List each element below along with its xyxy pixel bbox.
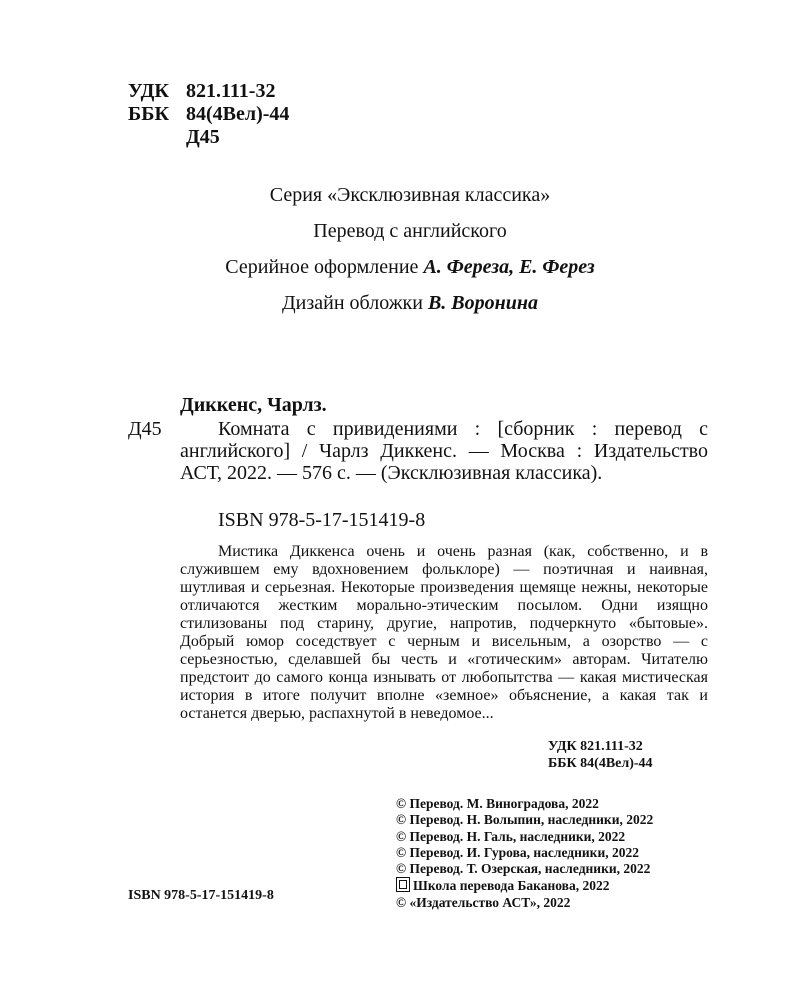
copyright-line-school — [396, 877, 653, 894]
copyright-line: © «Издательство АСТ», 2022 — [396, 894, 571, 910]
udk-label: УДК — [128, 80, 169, 102]
school-copyright-text: Школа перевода Баканова, 2022 — [413, 878, 610, 894]
copyright-line: © Перевод. Н. Волыпин, наследники, 2022 — [396, 812, 654, 828]
udk-value: 821.111-32 — [186, 80, 276, 102]
copyright-line: © Перевод. Т. Озерская, наследники, 2022 — [396, 861, 651, 877]
isbn-bottom: ISBN 978-5-17-151419-8 — [128, 888, 274, 903]
copyright-line: © Перевод. И. Гурова, наследники, 2022 — [396, 844, 639, 860]
record-author: Диккенс, Чарлз. — [180, 394, 327, 416]
classification-block — [128, 80, 289, 149]
cover-design-line — [100, 291, 720, 327]
copyright-list — [396, 796, 653, 911]
cover-design-label: Дизайн обложки — [282, 292, 423, 314]
record-isbn: ISBN 978-5-17-151419-8 — [218, 509, 426, 531]
copyright-line: © Перевод. М. Виноградова, 2022 — [396, 796, 599, 811]
record-cutter: Д45 — [128, 418, 162, 440]
series-design-label: Серийное оформление — [225, 256, 419, 278]
cover-design-name: В. Воронина — [427, 292, 538, 314]
translation-line: Перевод с английского — [313, 220, 507, 242]
series-line: Серия «Эксклюзивная классика» — [269, 184, 551, 206]
annotation: Мистика Диккенса очень и очень разная (как, собственно, и в служившем ему вдохновением фольклоре) — поэтичная и наивная, шутливая и серьезная. Некоторые произведения щемяще нежны, некоторые отличаются жестким морально-этическим посылом. Одни изящно стилизованы под старину, другие, напротив, подчеркнуто «бытовые». Добрый юмор соседствует с черным и висельным, а озорство — с серьезностью, сделавшей бы честь и «готическим» авторам. Читателю предстоит до самого конца изнывать от любопытства — какая мистическая история в итоге получит вполне «земное» объяснение, а какая так и останется дверью, распахнутой в неведомое... — [180, 543, 708, 722]
udk-small: УДК 821.111-32 — [548, 739, 643, 754]
school-logo-icon — [396, 877, 410, 892]
copyright-line: © Перевод. Н. Галь, наследники, 2022 — [396, 828, 626, 844]
credits-block — [100, 183, 720, 327]
cutter-code: Д45 — [186, 126, 220, 148]
classification-small — [548, 738, 653, 772]
bbk-value: 84(4Вел)-44 — [186, 103, 290, 125]
record-description: Комната с привидениями : [сборник : перевод с английского] / Чарлз Диккенс. — Москва : Издательство АСТ, 2022. — 576 с. — (Эксклюзивная классика). — [180, 418, 708, 484]
bbk-small: ББК 84(4Вел)-44 — [548, 756, 653, 771]
bbk-label: ББК — [128, 103, 169, 125]
series-design-names: А. Фереза, Е. Ферез — [423, 256, 595, 278]
series-design-line — [100, 255, 720, 291]
